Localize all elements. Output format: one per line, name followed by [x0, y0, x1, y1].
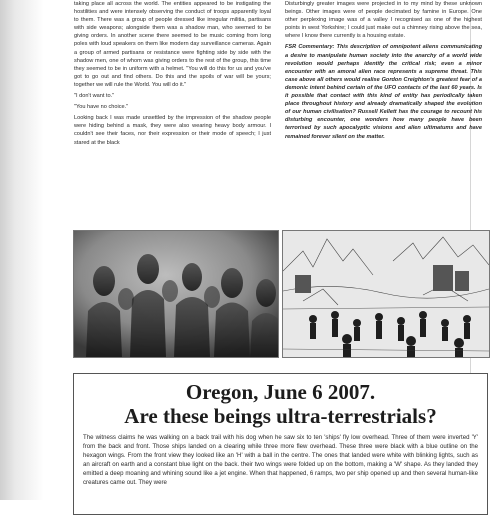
scan-shadow [0, 0, 44, 500]
right-text-column [285, 0, 482, 226]
shadow-figures-image [73, 230, 279, 358]
article-title-line-1: Oregon, June 6 2007. [185, 380, 376, 404]
battle-scene-drawing [282, 230, 490, 358]
article-body: The witness claims he was walking on a back trail with his dog when he saw six to ten 'ships' fly low overhead. Three of them were inverted 'Y' from the back and front. Those ships landed on a clearing while three more flew overhead. These three were black with a blue outline on the hexagon wings. From the front view they looked like an 'H' with a ball in the centre. The ones that landed were white with blinking lights, such as an aircraft on earth and a constant blue light on the back. their two wings were folded up on the bottom, making a 'W' shape. As they landed they emitted a deep moaning and whining sound like a jet engine. When that happened, 6 ramps, two per ship opened up and then several human-like creatures came out. They were [83, 434, 478, 486]
oregon-article-box [73, 373, 488, 515]
left-text-column [74, 0, 271, 226]
fsr-commentary: FSR Commentary: This description of omnipotent aliens communicating a desire to manipulate human society into the anarchy of a world wide revolution would perhaps identify the critical risk; even a minor encounter with an amoral alien race represents a supreme threat. This case above all others would realise Gordon Creighton's greatest fear of a demonic intent behind certain of the UFO contacts of the last 60 years. Is it possible that contact with this kind of entity has periodically taken place throughout history and already dramatically shaped the evolution of our human civilisation? Russell Kellett has the courage to recount his disturbing encounter, one wonders how many people have been terrorised by such apocalyptic visions and alien ultimatums and have remained forever silent on the matter. [285, 44, 482, 140]
article-title [74, 380, 487, 428]
right-paragraph-1: Disturbingly greater images were projected in to my mind by these unknown beings. Other images were of people decimated by famine in Europe. One other perplexing image was of a valley I recognised as one of the highest points in west Yorkshire; I could just make out a chimney rising above the sea, where I know there currently is a housing estate. [285, 1, 482, 40]
left-paragraph-2: Looking back I was made unsettled by the impression of the shadow people were hiding behind a mask, they were also wearing heavy body armour. I couldn't see their faces, nor their expression or their mode of speech; I just stared at the black [74, 115, 271, 146]
left-quote-2: "You have no choice." [74, 104, 129, 111]
left-paragraph-1: taking place all across the world. The entities appeared to be instigating the hostilities and were intensely observing the conduct of troops apparently loyal to them. There was a group of people dressed like irregular militia, partisans with side weapons; alongside them was a shadow man, who seemed to be giving orders. In another scene there seemed to be music coming from long poles with loud speakers on them like modern day surveillance cameras. Again a group of armed partisans or resistance were fighting side by side with the shadow men, one of whom was giving orders to the rest of the group, this time they seemed to be in uniform with a helmet. "You will do this for us and you've got to go out and find others. Do this and the spoils of war will be yours; together we will rule the World. You will do it." [74, 1, 271, 88]
article-title-line-2: Are these beings ultra-terrestrials? [124, 404, 437, 428]
left-quote-1: "I don't want to." [74, 93, 115, 100]
